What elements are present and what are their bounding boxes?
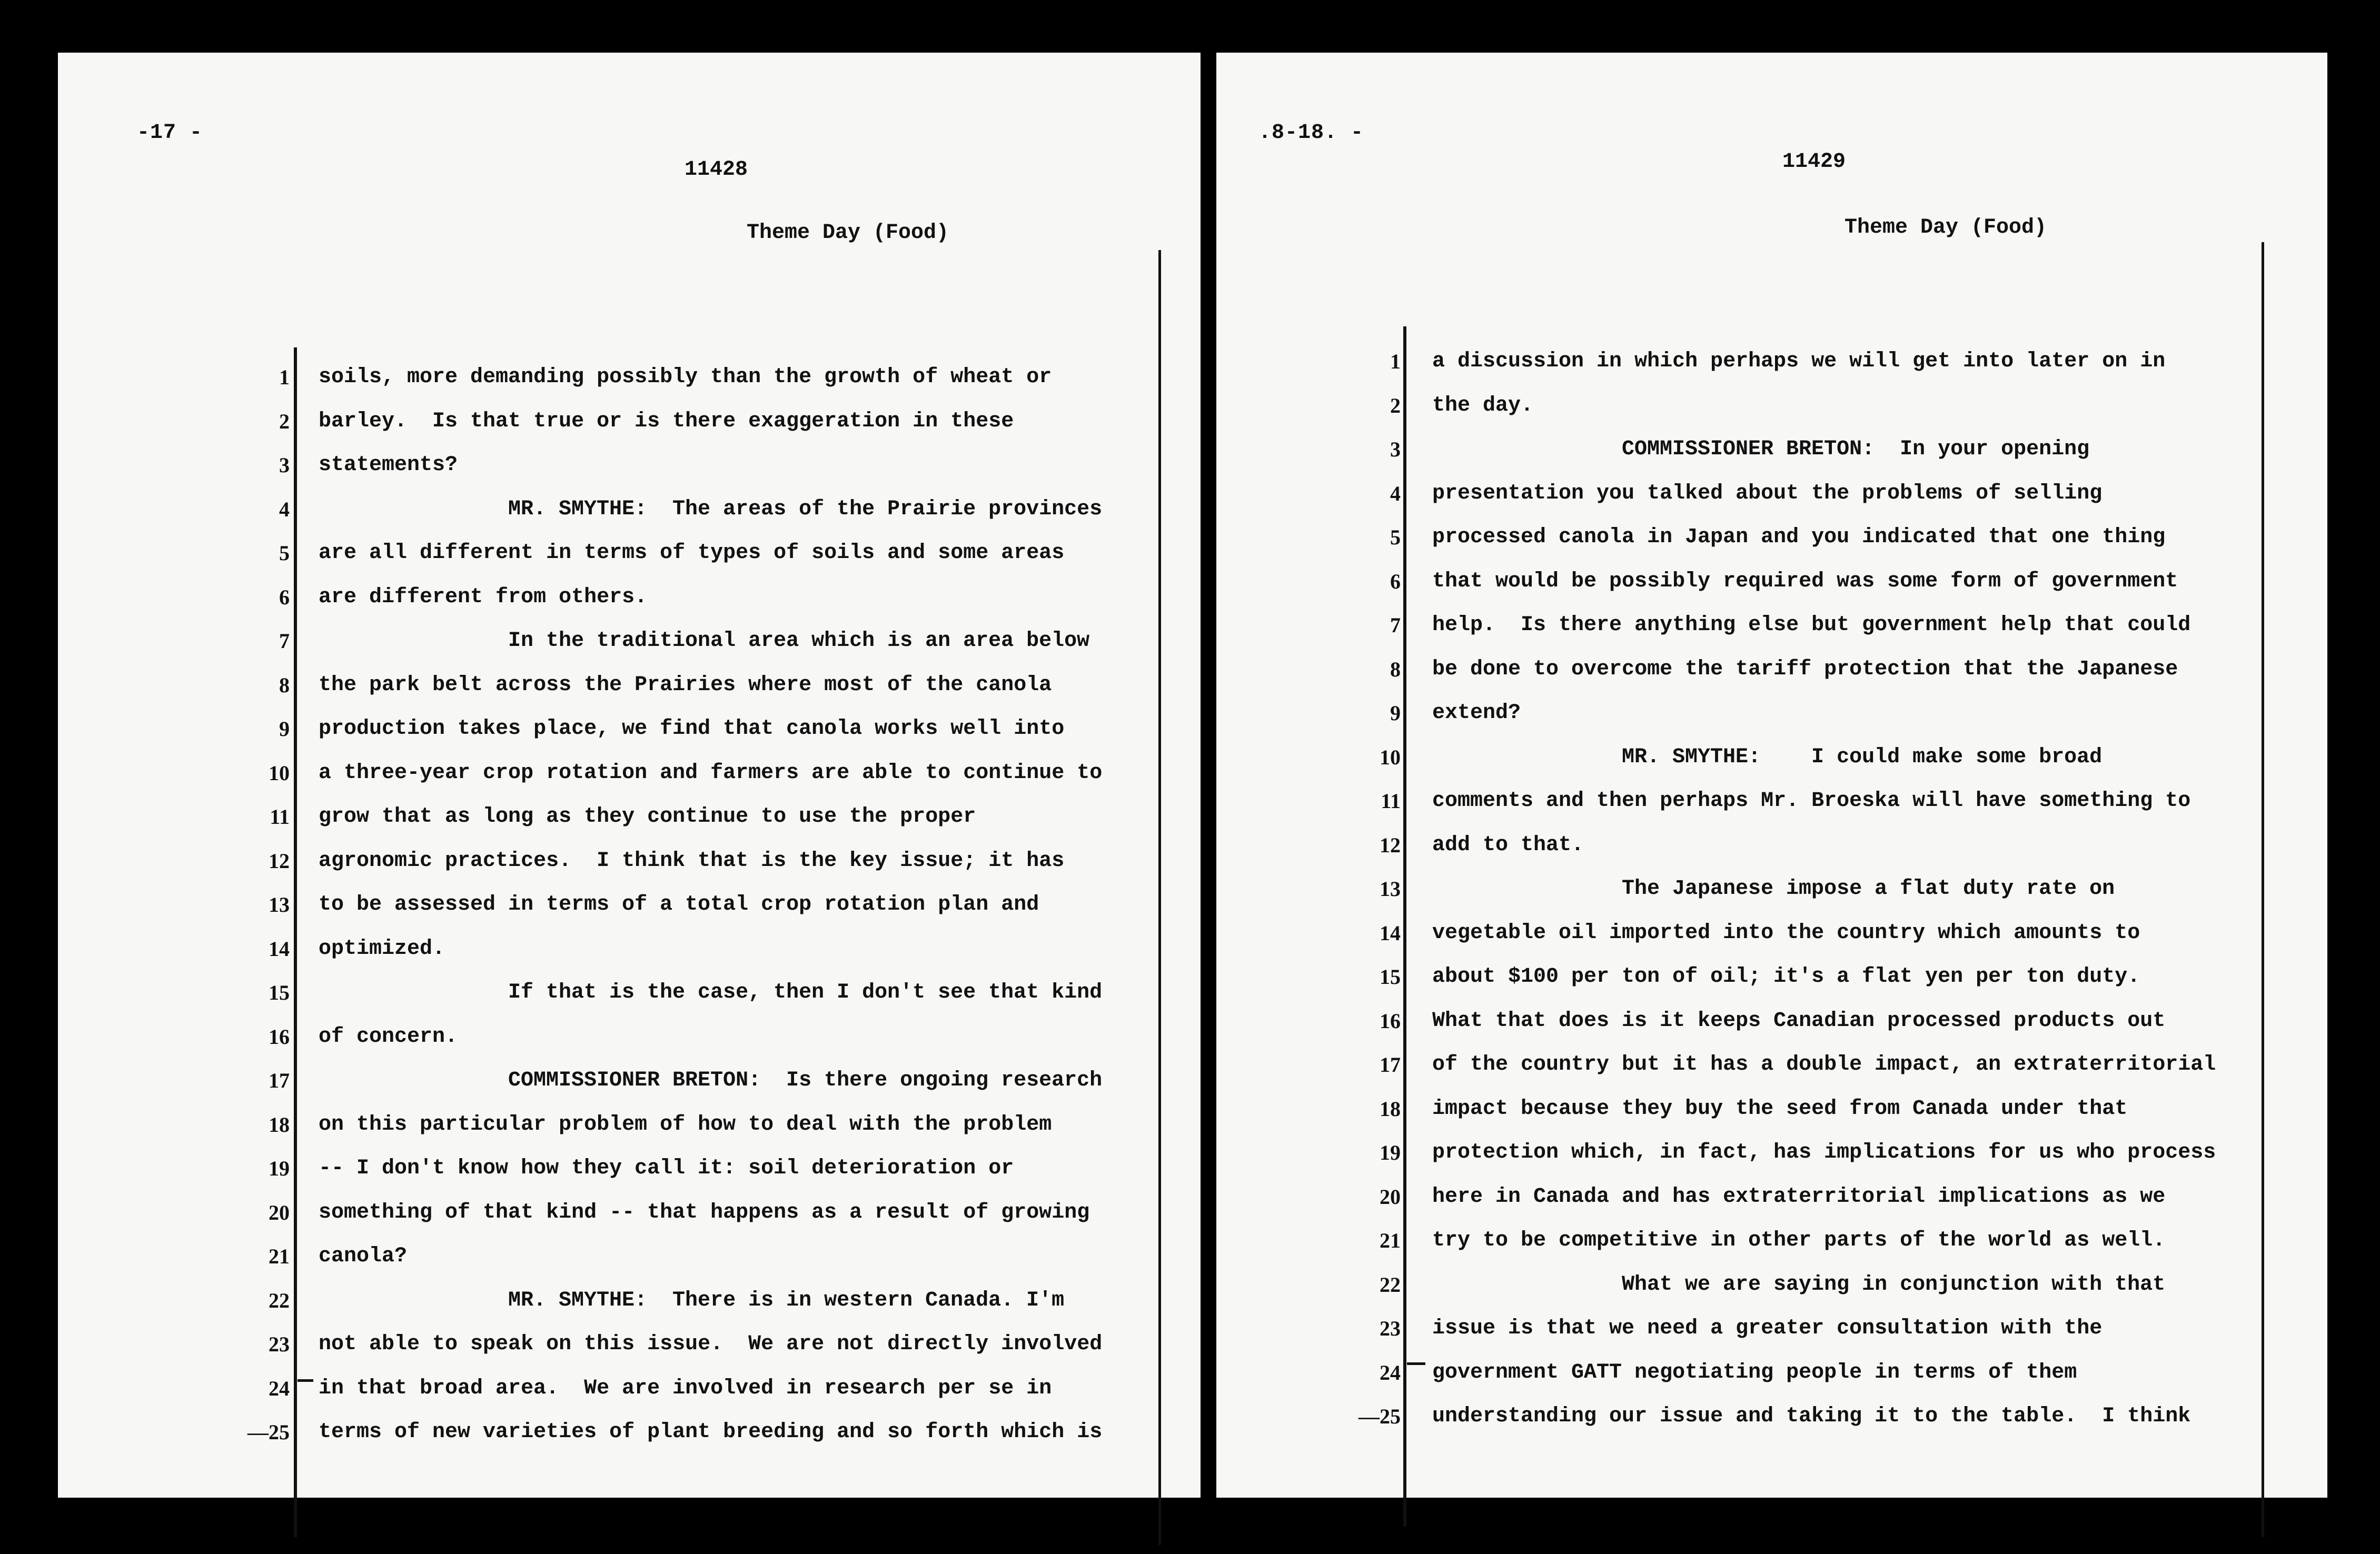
transcript-line: in that broad area. We are involved in research per se in xyxy=(319,1376,1052,1400)
line-number: 11 xyxy=(270,805,290,829)
transcript-line: to be assessed in terms of a total crop rotation plan and xyxy=(319,893,1039,917)
line-number: 17 xyxy=(269,1069,290,1092)
transcript-line: The Japanese impose a flat duty rate on xyxy=(1622,877,2115,901)
line-number: 20 xyxy=(1380,1184,1401,1209)
transcript-line: are all different in terms of types of soils and some areas xyxy=(319,541,1065,565)
line-number: 21 xyxy=(1380,1229,1401,1252)
line-number: 23 xyxy=(269,1332,290,1356)
left-transcript-text xyxy=(319,355,1102,1455)
line-number: —25 xyxy=(1358,1404,1401,1428)
transcript-line: the day. xyxy=(1432,393,1534,417)
transcript-line: production takes place, we find that canola works well into xyxy=(319,717,1065,741)
line-number: 19 xyxy=(1380,1141,1401,1164)
transcript-line: that would be possibly required was some form of government xyxy=(1432,569,2178,593)
transcript-line: be done to overcome the tariff protection that the Japanese xyxy=(1432,657,2178,681)
line-number: 23 xyxy=(1380,1317,1401,1340)
transcript-line: protection which, in fact, has implications for us who process xyxy=(1432,1141,2216,1164)
transcript-line: something of that kind -- that happens as a result of growing xyxy=(319,1200,1090,1224)
left-line-numbers xyxy=(242,355,290,1455)
line-number: 5 xyxy=(1390,525,1401,549)
line-number: 19 xyxy=(269,1157,290,1180)
transcript-line: vegetable oil imported into the country which amounts to xyxy=(1432,921,2140,945)
transcript-line: government GATT negotiating people in terms of them xyxy=(1432,1360,2077,1384)
transcript-line: not able to speak on this issue. We are not directly involved xyxy=(319,1332,1103,1356)
line-number: 6 xyxy=(279,585,290,609)
right-page-title: Theme Day (Food) xyxy=(1844,216,2047,240)
transcript-line: MR. SMYTHE: There is in western Canada. I'm xyxy=(508,1288,1065,1312)
transcript-line: here in Canada and has extraterritorial implications as we xyxy=(1432,1184,2166,1209)
line-number: 16 xyxy=(269,1024,290,1049)
line-number: 15 xyxy=(269,981,290,1004)
transcript-line: In the traditional area which is an area below xyxy=(508,629,1090,653)
line-number: 1 xyxy=(1390,350,1401,373)
left-page-title: Theme Day (Food) xyxy=(746,221,949,245)
right-page-number: 11429 xyxy=(1782,150,1846,174)
transcript-line: -- I don't know how they call it: soil deterioration or xyxy=(319,1157,1014,1180)
line-number: 7 xyxy=(1390,613,1401,637)
right-margin-rule xyxy=(1403,326,1406,1527)
line-number: 21 xyxy=(269,1244,290,1268)
left-page-marker: -17 - xyxy=(137,121,203,145)
transcript-line: a discussion in which perhaps we will get into later on in xyxy=(1432,350,2166,373)
right-transcript-page xyxy=(1216,53,2327,1498)
transcript-line: COMMISSIONER BRETON: In your opening xyxy=(1622,437,2090,461)
transcript-line: are different from others. xyxy=(319,585,648,609)
line-number: 3 xyxy=(279,453,290,477)
transcript-line: COMMISSIONER BRETON: Is there ongoing research xyxy=(508,1069,1103,1092)
transcript-line: understanding our issue and taking it to the table. I think xyxy=(1432,1404,2191,1428)
transcript-line: on this particular problem of how to deal with the problem xyxy=(319,1112,1052,1137)
line-number: 7 xyxy=(279,629,290,653)
line-number: 10 xyxy=(1380,745,1401,769)
transcript-line: processed canola in Japan and you indicated that one thing xyxy=(1432,525,2166,549)
line-number: 1 xyxy=(279,365,290,389)
right-page-marker: .8-18. - xyxy=(1258,121,1364,145)
right-line-25-tick xyxy=(1407,1362,1425,1365)
left-transcript-page xyxy=(58,53,1201,1498)
left-right-margin-rule xyxy=(1158,250,1161,1545)
transcript-line: What that does is it keeps Canadian processed products out xyxy=(1432,1009,2166,1033)
line-number: 10 xyxy=(269,761,290,785)
transcript-line: of the country but it has a double impact, an extraterritorial xyxy=(1432,1053,2216,1077)
transcript-line: optimized. xyxy=(319,937,445,961)
line-number: 6 xyxy=(1390,569,1401,593)
line-number: —25 xyxy=(247,1420,290,1444)
transcript-line: of concern. xyxy=(319,1024,458,1049)
left-margin-rule xyxy=(294,347,297,1537)
transcript-line: MR. SMYTHE: The areas of the Prairie provinces xyxy=(508,497,1103,521)
line-number: 20 xyxy=(269,1200,290,1224)
line-number: 9 xyxy=(1390,701,1401,725)
transcript-line: agronomic practices. I think that is the key issue; it has xyxy=(319,849,1065,873)
line-number: 16 xyxy=(1380,1009,1401,1033)
transcript-line: help. Is there anything else but government help that could xyxy=(1432,613,2191,637)
line-number: 18 xyxy=(269,1112,290,1137)
line-number: 15 xyxy=(1380,965,1401,989)
line-number: 14 xyxy=(1380,921,1401,945)
line-number: 9 xyxy=(279,717,290,741)
line-number: 13 xyxy=(269,893,290,917)
line-number: 14 xyxy=(269,937,290,961)
line-number: 4 xyxy=(279,497,290,521)
line-number: 5 xyxy=(279,541,290,565)
line-number: 8 xyxy=(279,673,290,697)
transcript-line: grow that as long as they continue to use the proper xyxy=(319,805,976,829)
right-transcript-text xyxy=(1432,340,2216,1439)
right-right-margin-rule xyxy=(2262,242,2264,1537)
line-number: 22 xyxy=(1380,1272,1401,1297)
line-number: 11 xyxy=(1381,789,1401,813)
line-number: 24 xyxy=(1380,1360,1401,1384)
transcript-line: MR. SMYTHE: I could make some broad xyxy=(1622,745,2103,769)
line-number: 4 xyxy=(1390,481,1401,505)
transcript-line: about $100 per ton of oil; it's a flat yen per ton duty. xyxy=(1432,965,2140,989)
line-number: 3 xyxy=(1390,437,1401,461)
transcript-line: What we are saying in conjunction with that xyxy=(1622,1272,2166,1297)
transcript-line: If that is the case, then I don't see that kind xyxy=(508,981,1103,1004)
right-line-numbers xyxy=(1353,340,1401,1439)
transcript-line: extend? xyxy=(1432,701,1521,725)
line-number: 12 xyxy=(269,849,290,873)
transcript-line: comments and then perhaps Mr. Broeska will have something to xyxy=(1432,789,2191,813)
transcript-line: presentation you talked about the problems of selling xyxy=(1432,481,2103,505)
transcript-line: try to be competitive in other parts of the world as well. xyxy=(1432,1229,2166,1252)
line-number: 2 xyxy=(1390,393,1401,417)
transcript-line: soils, more demanding possibly than the growth of wheat or xyxy=(319,365,1052,389)
transcript-line: impact because they buy the seed from Canada under that xyxy=(1432,1097,2128,1121)
transcript-line: canola? xyxy=(319,1244,408,1268)
line-number: 13 xyxy=(1380,877,1401,901)
transcript-line: issue is that we need a greater consultation with the xyxy=(1432,1317,2103,1340)
line-number: 8 xyxy=(1390,657,1401,681)
line-number: 12 xyxy=(1380,833,1401,857)
line-number: 18 xyxy=(1380,1097,1401,1121)
transcript-line: statements? xyxy=(319,453,458,477)
line-number: 2 xyxy=(279,409,290,433)
transcript-line: terms of new varieties of plant breeding and so forth which is xyxy=(319,1420,1103,1444)
transcript-line: barley. Is that true or is there exaggeration in these xyxy=(319,409,1014,433)
transcript-line: the park belt across the Prairies where most of the canola xyxy=(319,673,1052,697)
transcript-line: a three-year crop rotation and farmers are able to continue to xyxy=(319,761,1103,785)
line-number: 17 xyxy=(1380,1053,1401,1077)
transcript-line: add to that. xyxy=(1432,833,1584,857)
left-line-25-tick xyxy=(298,1379,313,1382)
line-number: 24 xyxy=(269,1376,290,1400)
left-page-number: 11428 xyxy=(684,158,748,182)
line-number: 22 xyxy=(269,1288,290,1312)
